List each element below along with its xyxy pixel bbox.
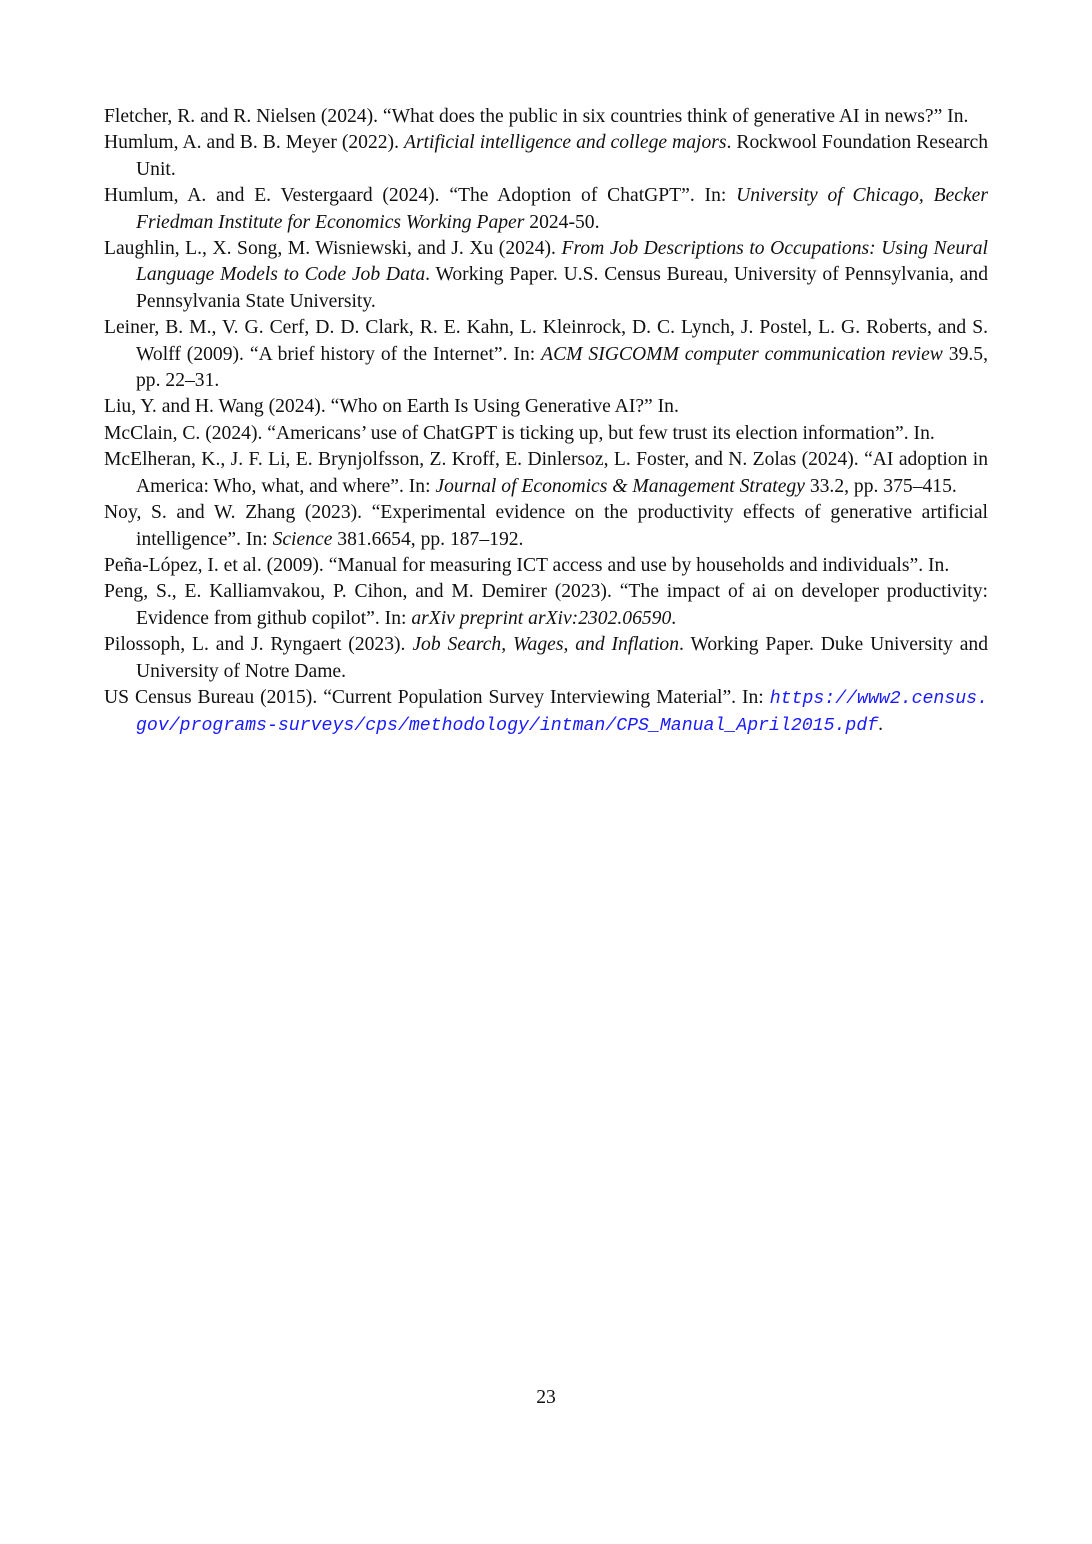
reference-title: From Job Descriptions to Occupations: Using Neural Language Models to Code Job Data bbox=[136, 238, 988, 286]
reference-rest: 381.6654, pp. 187–192. bbox=[332, 528, 524, 550]
reference-venue: arXiv preprint arXiv:2302.06590 bbox=[411, 607, 672, 629]
reference-rest: In. bbox=[923, 554, 950, 576]
reference-rest: . bbox=[878, 714, 884, 736]
reference-item bbox=[104, 236, 988, 315]
reference-authors: Liu, Y. and H. Wang (2024). bbox=[104, 396, 331, 418]
reference-title: “Experimental evidence on the productivity effects of generative artificial intelligence”. In: bbox=[136, 502, 989, 550]
reference-rest: In. bbox=[652, 396, 679, 418]
reference-item bbox=[104, 579, 988, 632]
reference-item bbox=[104, 447, 988, 500]
reference-authors: US Census Bureau (2015). bbox=[104, 686, 324, 708]
reference-title: Artificial intelligence and college majors bbox=[403, 132, 727, 154]
reference-authors: Fletcher, R. and R. Nielsen (2024). bbox=[104, 106, 383, 127]
reference-authors: McClain, C. (2024). bbox=[104, 422, 268, 444]
reference-title: “Who on Earth Is Using Generative AI?” bbox=[330, 396, 653, 418]
reference-item bbox=[104, 183, 988, 236]
reference-venue: Science bbox=[272, 528, 333, 550]
reference-rest: In. bbox=[942, 106, 969, 127]
reference-rest: In. bbox=[908, 422, 935, 444]
reference-authors: Leiner, B. M., V. G. Cerf, D. D. Clark, R. E. Kahn, L. Kleinrock, D. C. Lynch, J. Postel, L. G. Roberts, and S. Wolff (2009). bbox=[104, 317, 988, 365]
reference-rest: 2024-50. bbox=[524, 211, 600, 233]
page-number: 23 bbox=[536, 1387, 556, 1408]
reference-list bbox=[104, 104, 988, 740]
reference-venue: University of Chicago, Becker Friedman Institute for Economics Working Paper bbox=[136, 185, 988, 233]
reference-rest: 33.2, pp. 375–415. bbox=[804, 475, 957, 497]
reference-title: Job Search, Wages, and Inflation bbox=[412, 634, 680, 656]
reference-url-link[interactable]: https://www2.census.gov/programs-surveys/cps/methodology/intman/CPS_Manual_April2015.pdf bbox=[136, 688, 989, 737]
reference-rest: 39.5, pp. 22–31. bbox=[136, 343, 988, 392]
reference-title: “The Adoption of ChatGPT”. In: bbox=[449, 185, 737, 207]
reference-rest: . Working Paper. U.S. Census Bureau, University of Pennsylvania, and Pennsylvania State University. bbox=[136, 264, 988, 312]
reference-title: “Manual for measuring ICT access and use by households and individuals”. bbox=[328, 554, 924, 576]
reference-venue: ACM SIGCOMM computer communication review bbox=[541, 343, 943, 365]
reference-title: “Americans’ use of ChatGPT is ticking up, but few trust its election information”. bbox=[267, 422, 909, 444]
reference-item bbox=[104, 104, 988, 130]
reference-authors: Laughlin, L., X. Song, M. Wisniewski, and J. Xu (2024). bbox=[104, 238, 562, 260]
reference-item bbox=[104, 421, 988, 447]
reference-title: “The impact of ai on developer productivity: Evidence from github copilot”. In: bbox=[136, 581, 988, 629]
reference-rest: . Working Paper. Duke University and University of Notre Dame. bbox=[136, 634, 988, 682]
reference-item bbox=[104, 130, 988, 183]
reference-item bbox=[104, 315, 988, 394]
reference-rest: . bbox=[671, 607, 677, 629]
reference-authors: Peng, S., E. Kalliamvakou, P. Cihon, and M. Demirer (2023). bbox=[104, 581, 620, 603]
reference-item bbox=[104, 632, 988, 685]
reference-authors: Humlum, A. and E. Vestergaard (2024). bbox=[104, 185, 450, 207]
reference-title: “A brief history of the Internet”. In: bbox=[249, 343, 542, 365]
reference-item bbox=[104, 685, 988, 740]
reference-title: “What does the public in six countries think of generative AI in news?” bbox=[382, 106, 943, 127]
reference-authors: Peña-López, I. et al. (2009). bbox=[104, 554, 329, 576]
reference-venue: Journal of Economics & Management Strategy bbox=[435, 475, 805, 497]
reference-item bbox=[104, 500, 988, 553]
reference-authors: Pilossoph, L. and J. Ryngaert (2023). bbox=[104, 634, 413, 656]
reference-authors: McElheran, K., J. F. Li, E. Brynjolfsson, Z. Kroff, E. Dinlersoz, L. Foster, and N. Zolas (2024). bbox=[104, 449, 865, 471]
reference-item bbox=[104, 394, 988, 420]
reference-rest: . Rockwool Foundation Research Unit. bbox=[136, 132, 988, 180]
reference-authors: Noy, S. and W. Zhang (2023). bbox=[104, 502, 372, 524]
reference-item bbox=[104, 553, 988, 579]
reference-title: “Current Population Survey Interviewing Material”. In: bbox=[323, 686, 770, 708]
reference-title: “AI adoption in America: Who, what, and where”. In: bbox=[136, 449, 988, 497]
reference-authors: Humlum, A. and B. B. Meyer (2022). bbox=[104, 132, 404, 154]
